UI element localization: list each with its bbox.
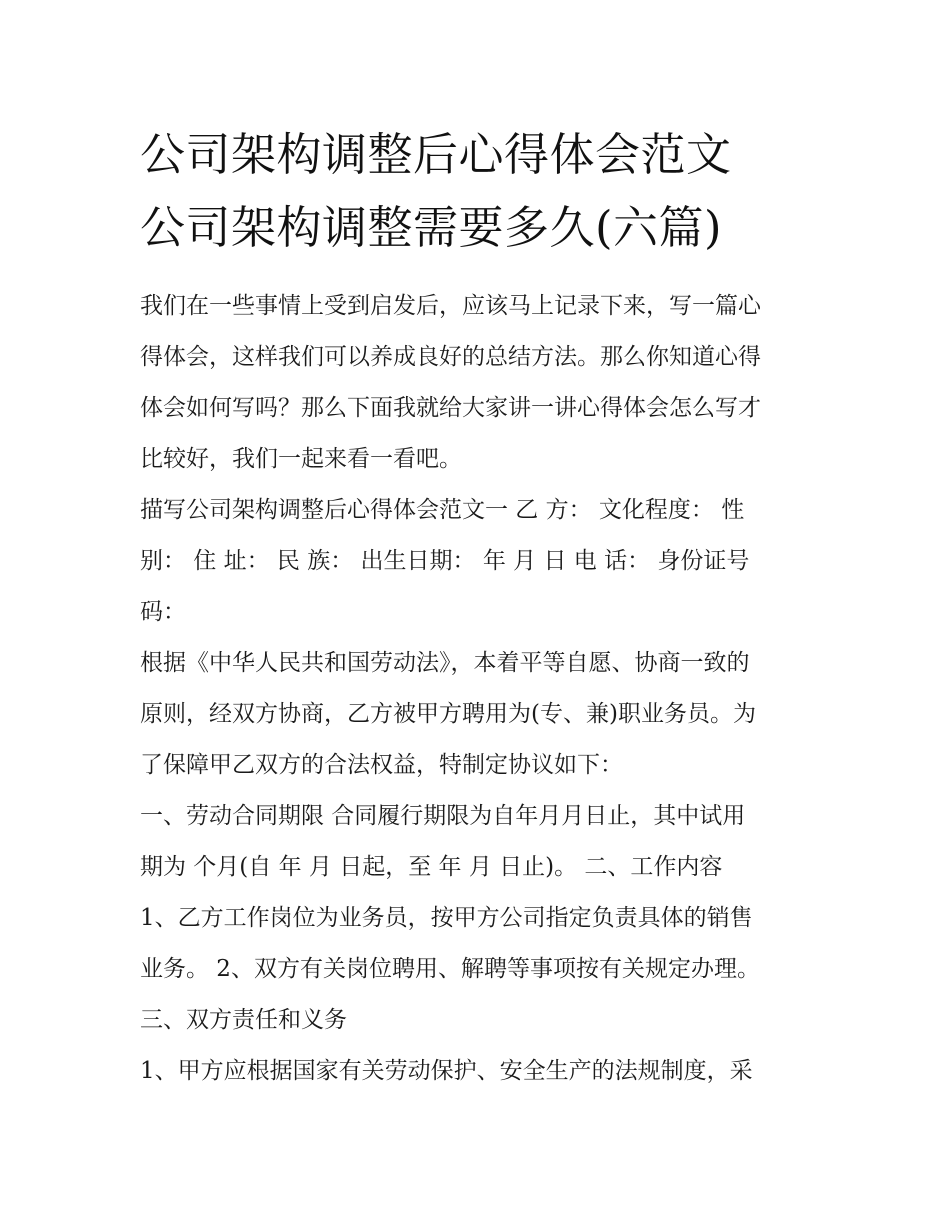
- document-body: [140, 281, 820, 1097]
- body-line: 1、乙方工作岗位为业务员，按甲方公司指定负责具体的销售: [140, 905, 753, 931]
- body-line: 得体会，这样我们可以养成良好的总结方法。那么你知道心得: [140, 344, 761, 370]
- body-line: 1、甲方应根据国家有关劳动保护、安全生产的法规制度，采: [140, 1058, 753, 1084]
- document-title: [140, 118, 820, 264]
- body-line: 码：: [140, 599, 186, 625]
- body-line: 描写公司架构调整后心得体会范文一 乙 方： 文化程度： 性: [140, 497, 745, 523]
- body-line: 我们在一些事情上受到启发后，应该马上记录下来，写一篇心: [140, 293, 761, 319]
- body-line: 别： 住 址： 民 族： 出生日期： 年 月 日 电 话： 身份证号: [140, 548, 750, 574]
- body-line: 一、劳动合同期限 合同履行期限为自年月月日止，其中试用: [140, 803, 746, 829]
- body-line: 期为 个月(自 年 月 日起，至 年 月 日止)。 二、工作内容: [140, 854, 723, 880]
- body-line: 业务。 2、双方有关岗位聘用、解聘等事项按有关规定办理。: [140, 956, 760, 982]
- title-line-1: 公司架构调整后心得体会范文: [140, 128, 732, 181]
- body-line: 三、双方责任和义务: [140, 1007, 347, 1033]
- body-line: 比较好，我们一起来看一看吧。: [140, 446, 462, 472]
- body-line: 体会如何写吗？那么下面我就给大家讲一讲心得体会怎么写才: [140, 395, 761, 421]
- body-line: 了保障甲乙双方的合法权益，特制定协议如下：: [140, 752, 623, 778]
- body-line: 根据《中华人民共和国劳动法》，本着平等自愿、协商一致的: [140, 650, 750, 676]
- title-line-2: 公司架构调整需要多久(六篇): [140, 201, 723, 254]
- body-line: 原则，经双方协商，乙方被甲方聘用为(专、兼)职业务员。为: [140, 701, 756, 727]
